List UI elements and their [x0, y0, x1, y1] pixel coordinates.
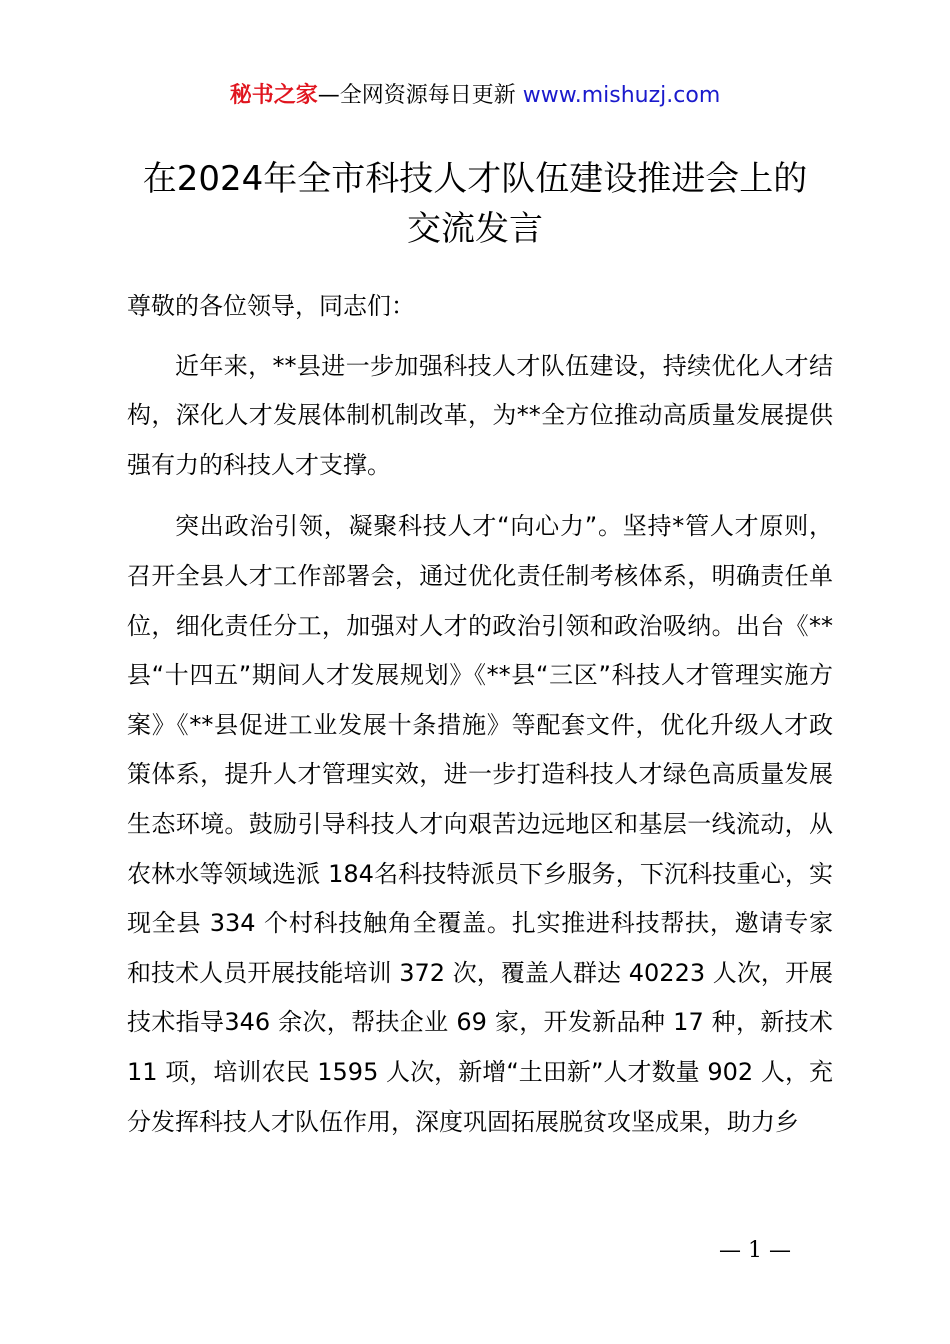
page-header	[0, 80, 950, 112]
title-line-2: 交流发言	[407, 209, 543, 249]
salutation: 尊敬的各位领导，同志们：	[127, 292, 415, 320]
document-title	[95, 154, 855, 254]
paragraph-political-guidance: 突出政治引领，凝聚科技人才“向心力”。坚持*管人才原则，召开全县人才工作部署会，通过优化责任制考核体系，明确责任单位，细化责任分工，加强对人才的政治引领和政治吸纳。出台《**县“十四五”期间人才发展规划》《**县“三区”科技人才管理实施方案》《**县促进工业发展十条措施》等配套文件，优化升级人才政策体系，提升人才管理实效，进一步打造科技人才绿色高质量发展生态环境。鼓励引导科技人才向艰苦边远地区和基层一线流动，从农林水等领域选派 184名科技特派员下乡服务，下沉科技重心，实现全县 334 个村科技触角全覆盖。扎实推进科技帮扶，邀请专家和技术人员开展技能培训 372 次，覆盖人群达 40223 人次，开展技术指导346 余次，帮扶企业 69 家，开发新品种 17 种，新技术 11 项，培训农民 1595 人次，新增“土田新”人才数量 902 人，充分发挥科技人才队伍作用，深度巩固拓展脱贫攻坚成果，助力乡	[127, 512, 833, 1136]
title-line-1: 在2024年全市科技人才队伍建设推进会上的	[142, 159, 808, 199]
header-tagline: —全网资源每日更新	[317, 83, 516, 108]
site-url-link[interactable]: www.mishuzj.com	[522, 83, 721, 108]
page-number: — 1 —	[719, 1238, 791, 1263]
document-body	[127, 282, 833, 1147]
paragraph-intro: 近年来，**县进一步加强科技人才队伍建设，持续优化人才结构，深化人才发展体制机制改革，为**全方位推动高质量发展提供强有力的科技人才支撑。	[127, 351, 833, 479]
brand-name: 秘书之家	[229, 83, 318, 108]
